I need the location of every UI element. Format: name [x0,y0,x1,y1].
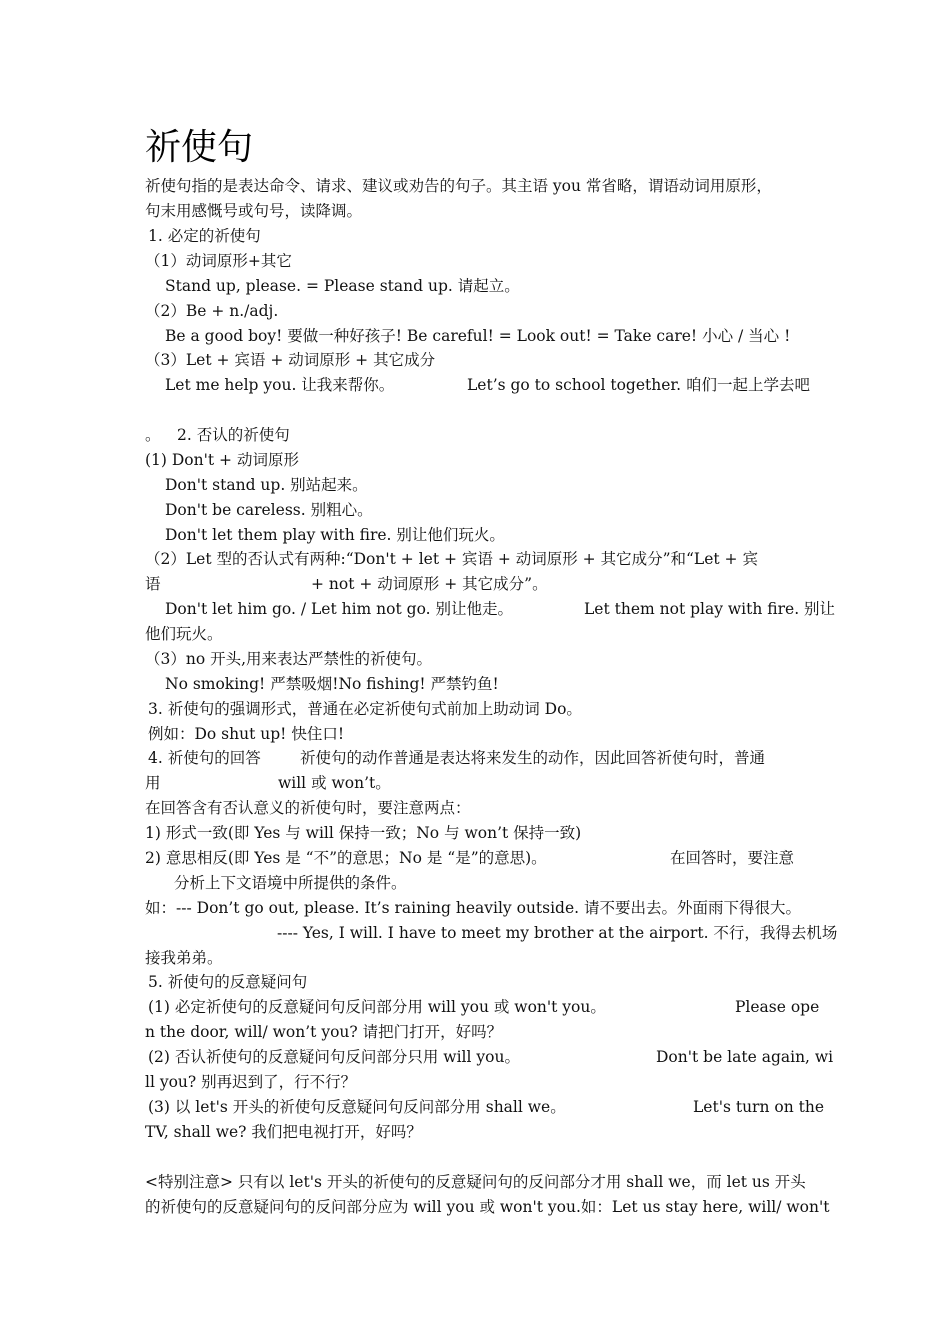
example-line: Don't let him go. / Let him not go. 别让他走。 [165,600,513,618]
text-line: 他们玩火。 [145,625,223,643]
text-line: 接我弟弟。 [145,949,223,967]
example-line: Let me help you. 让我来帮你。 [165,376,395,394]
text-line: （2）Let 型的否认式有两种:“Don't + let + 宾语 + 动词原形 + 其它成分”和“Let + 宾 [145,550,758,568]
example-line: 如：--- Don’t go out, please. It’s raining heavily outside. 请不要出去。外面雨下得很大。 [145,899,802,917]
example-line: Don't let them play with fire. 别让他们玩火。 [165,526,505,544]
text-line: 例如：Do shut up! 快住口! [148,725,345,743]
example-line: n the door, will/ won’t you? 请把门打开，好吗？ [145,1023,503,1041]
section-heading: 5. 祈使句的反意疑问句 [148,973,308,991]
section-heading: 4. 祈使句的回答 [148,749,261,767]
example-line: Don't be late again, wi [656,1048,834,1066]
section-heading: 1. 必定的祈使句 [148,227,261,245]
example-line: Don't be careless. 别粗心。 [165,501,373,519]
text-line: 祈使句指的是表达命令、请求、建议或劝告的句子。其主语 you 常省略，谓语动词用原形， [145,177,772,195]
example-line: ll you? 别再迟到了，行不行？ [145,1073,357,1091]
note-line: 的祈使句的反意疑问句的反问部分应为 will you 或 won't you.如：Let us stay here, will/ won't [145,1198,830,1216]
list-item: 分析上下文语境中所提供的条件。 [174,874,407,892]
text-line: (1) 必定祈使句的反意疑问句反问部分用 will you 或 won't you。 [148,998,606,1016]
text-line: + not + 动词原形 + 其它成分”。 [311,575,548,593]
text-line: （3）Let + 宾语 + 动词原形 + 其它成分 [145,351,436,369]
text-line: 语 [145,575,161,593]
section-heading: 2. 否认的祈使句 [177,426,290,444]
example-line: TV, shall we? 我们把电视打开，好吗？ [145,1123,422,1141]
example-line: Don't stand up. 别站起来。 [165,476,368,494]
section-heading: 3. 祈使句的强调形式，普通在必定祈使句式前加上助动词 Do。 [148,700,582,718]
example-line: ---- Yes, I will. I have to meet my brother at the airport. 不行，我得去机场 [277,924,838,942]
example-line: Be a good boy! 要做一种好孩子! Be careful! = Look out! = Take care! 小心 / 当心 ! [165,327,791,345]
text-line: （3）no 开头,用来表达严禁性的祈使句。 [145,650,433,668]
list-item: 1) 形式一致(即 Yes 与 will 保持一致；No 与 won’t 保持一致) [145,824,582,842]
example-line: Let's turn on the [693,1098,824,1116]
example-line: No smoking! 严禁吸烟!No fishing! 严禁钓鱼! [165,675,499,693]
example-line: Stand up, please. = Please stand up. 请起立。 [165,277,520,295]
example-line: Let’s go to school together. 咱们一起上学去吧 [467,376,810,394]
text-line: （1）动词原形+其它 [145,252,292,270]
text-line: will 或 won’t。 [278,774,391,792]
text-line: 。 [145,426,161,444]
text-line: 祈使句的动作普通是表达将来发生的动作，因此回答祈使句时，普通 [300,749,766,767]
list-item: 2) 意思相反(即 Yes 是 “不”的意思；No 是 “是”的意思)。 [145,849,547,867]
text-line: (2) 否认祈使句的反意疑问句反问部分只用 will you。 [148,1048,520,1066]
note-line: <特别注意> 只有以 let's 开头的祈使句的反意疑问句的反问部分才用 shall we，而 let us 开头 [145,1173,806,1191]
text-line: (3) 以 let's 开头的祈使句反意疑问句反问部分用 shall we。 [148,1098,566,1116]
text-line: 句末用感慨号或句号，读降调。 [145,202,363,220]
text-line: 用 [145,774,161,792]
text-line: 在回答含有否认意义的祈使句时，要注意两点： [145,799,471,817]
text-line: (1) Don't + 动词原形 [145,451,299,469]
example-line: Let them not play with fire. 别让 [584,600,836,618]
text-line: （2）Be + n./adj. [145,302,279,320]
page-title: 祈使句 [145,127,254,168]
example-line: Please ope [735,998,820,1016]
list-item: 在回答时，要注意 [670,849,795,867]
